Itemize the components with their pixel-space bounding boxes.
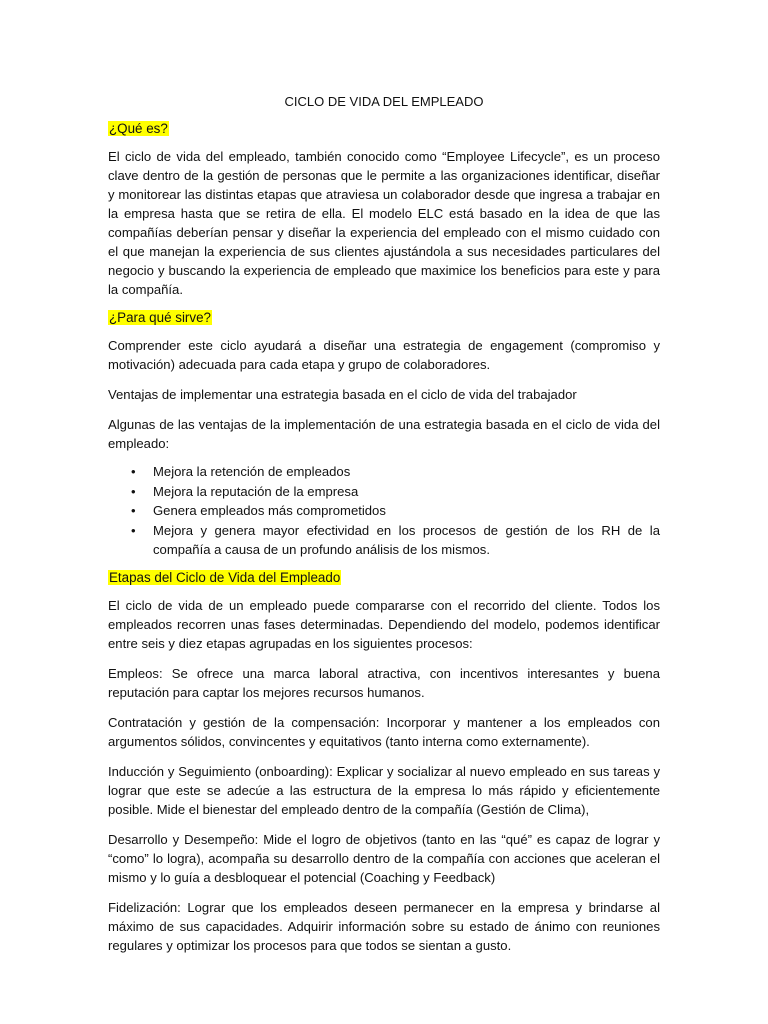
bullet-icon: • xyxy=(131,464,136,479)
subheading-ventajas: Ventajas de implementar una estrategia basada en el ciclo de vida del trabajador xyxy=(108,387,577,402)
paragraph-induccion: Inducción y Seguimiento (onboarding): Explicar y socializar al nuevo empleado en sus tareas y lograr que este se adecúe a las estructura de la empresa lo más rápido y eficientemente posible. Mide el bienestar del empleado dentro de la compañía (Gestión de Clima), xyxy=(108,763,660,817)
highlighted-heading-text: ¿Para qué sirve? xyxy=(109,310,211,325)
paragraph-contratacion: Contratación y gestión de la compensación: Incorporar y mantener a los empleados con argumentos sólidos, convincentes y equitativos (tanto interna como externamente). xyxy=(108,714,660,749)
bullet-icon: • xyxy=(131,522,136,538)
list-item xyxy=(108,501,660,521)
bullet-icon: • xyxy=(131,483,136,499)
list-item-text: Mejora la reputación de la empresa xyxy=(153,483,359,499)
list-item-text: Genera empleados más comprometidos xyxy=(153,503,386,518)
paragraph-etapas-intro: El ciclo de vida de un empleado puede compararse con el recorrido del cliente. Todos los empleados recorren unas fases determinadas. Dependiendo del modelo, podemos identificar entre seis y diez etapas agrupadas en los siguientes procesos: xyxy=(108,597,660,651)
benefits-list xyxy=(108,462,660,560)
section-heading-etapas xyxy=(108,570,660,585)
list-item xyxy=(108,482,660,502)
paragraph-empleos: Empleos: Se ofrece una marca laboral atractiva, con incentivos interesantes y buena reputación para captar los mejores recursos humanos. xyxy=(108,665,660,700)
list-item-text: Mejora y genera mayor efectividad en los procesos de gestión de los RH de la compañía a causa de un profundo análisis de los mismos. xyxy=(153,522,660,557)
paragraph-purpose: Comprender este ciclo ayudará a diseñar una estrategia de engagement (compromiso y motivación) adecuada para cada etapa y grupo de colaboradores. xyxy=(108,338,660,372)
list-item xyxy=(108,521,660,560)
section-heading-que-es xyxy=(108,121,660,136)
paragraph-fidelizacion: Fidelización: Lograr que los empleados deseen permanecer en la empresa y brindarse al máximo de sus capacidades. Adquirir información sobre su estado de ánimo con reuniones regulares y optimizar los procesos para que todos se sientan a gusto. xyxy=(108,899,660,953)
paragraph-definition: El ciclo de vida del empleado, también conocido como “Employee Lifecycle”, es un proceso clave dentro de la gestión de personas que le permite a las organizaciones identificar, diseñar y monitorear las distintas etapas que atraviesa un colaborador desde que ingresa a trabajar en la empresa hasta que se retira de ella. El modelo ELC está basado en la idea de que las compañías deberían pensar y diseñar la experiencia del empleado con el mismo cuidado con el que manejan la experiencia de sus clientes ajustándola a sus necesidades particulares del negocio y buscando la experiencia de empleado que maximice los beneficios para este y para la compañía. xyxy=(108,149,660,297)
paragraph-ventajas-intro: Algunas de las ventajas de la implementación de una estrategia basada en el ciclo de vida del empleado: xyxy=(108,417,660,451)
list-item-text: Mejora la retención de empleados xyxy=(153,464,351,479)
list-item xyxy=(108,462,660,482)
highlighted-heading-text: Etapas del Ciclo de Vida del Empleado xyxy=(109,569,341,585)
bullet-icon: • xyxy=(131,503,136,518)
paragraph-desarrollo: Desarrollo y Desempeño: Mide el logro de objetivos (tanto en las “qué” es capaz de lograr y “como” lo logra), acompaña su desarrollo dentro de la compañía con acciones que aceleran el mismo y lo guía a desbloquear el potencial (Coaching y Feedback) xyxy=(108,831,660,885)
highlighted-heading-text: ¿Qué es? xyxy=(109,121,168,136)
document-title: CICLO DE VIDA DEL EMPLEADO xyxy=(284,94,484,109)
section-heading-para-que-sirve xyxy=(108,310,660,325)
